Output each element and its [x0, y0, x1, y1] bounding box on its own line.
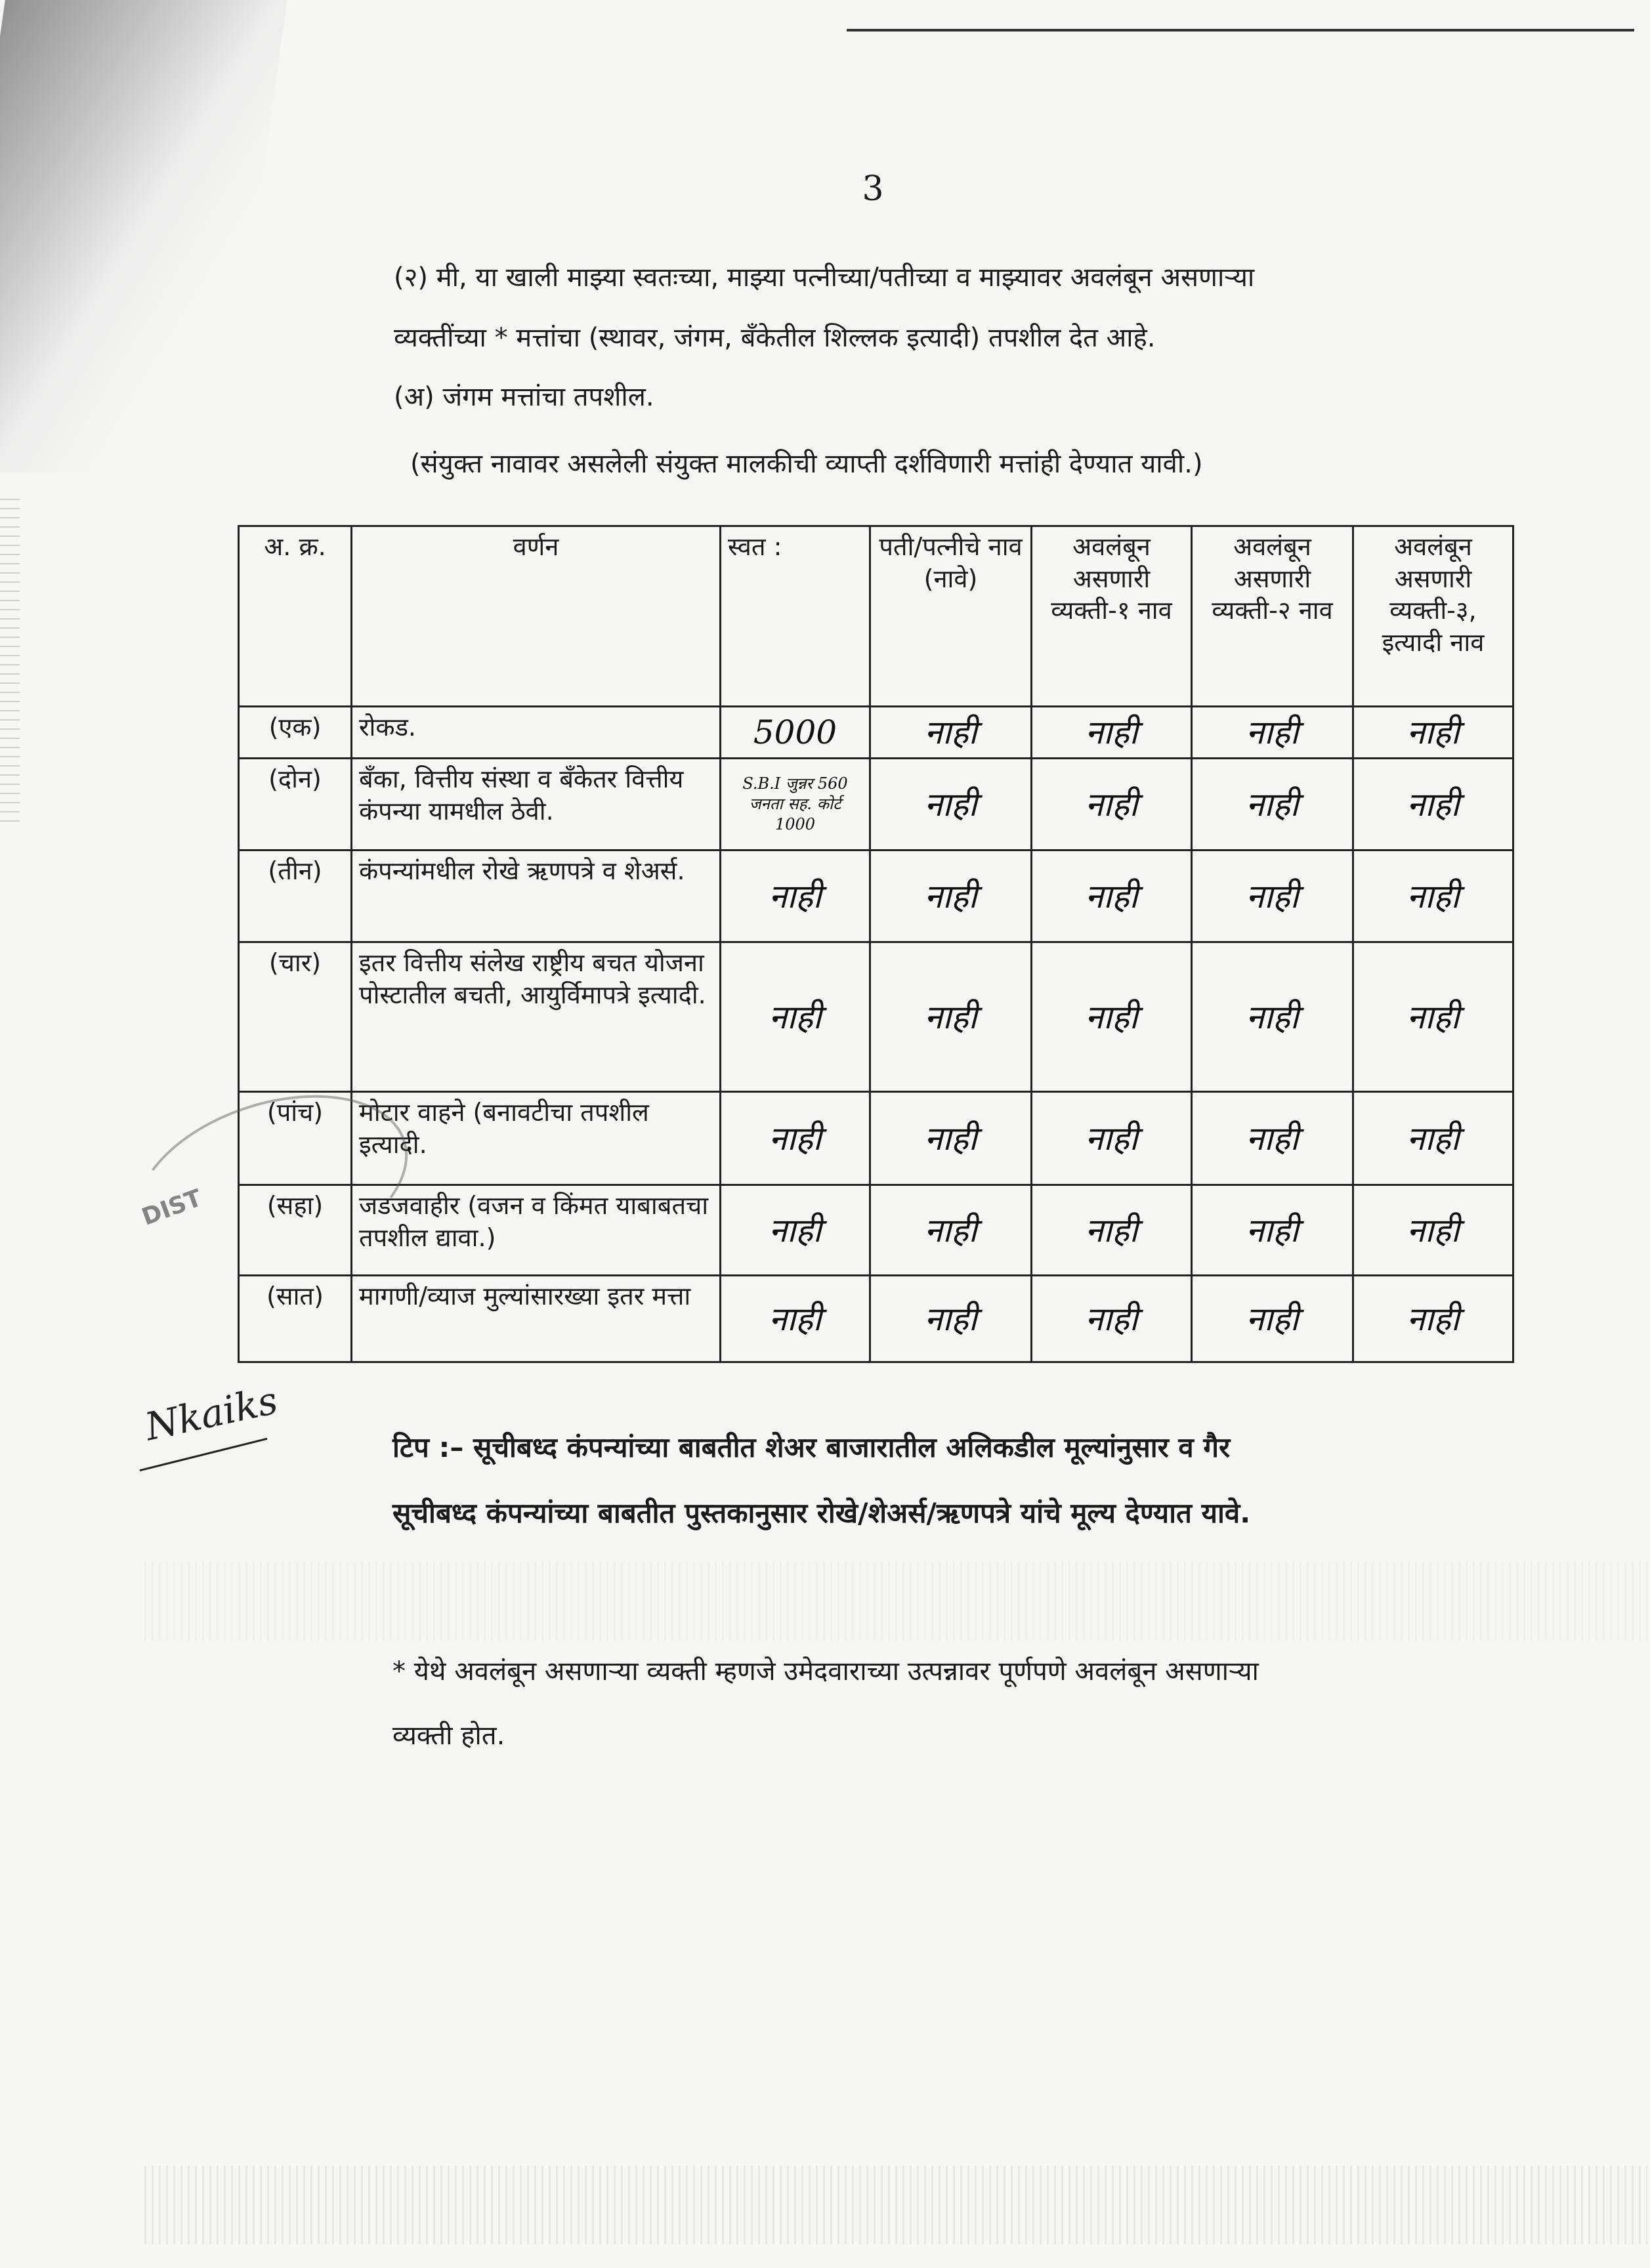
- top-rule: [847, 29, 1634, 32]
- table-row: [239, 759, 1513, 850]
- table-row: [239, 1276, 1513, 1362]
- page-fold-shadow: [0, 0, 291, 472]
- cell-spouse: नाही: [870, 707, 1032, 759]
- cell-dependent-2: नाही: [1192, 1092, 1353, 1185]
- cell-spouse: नाही: [870, 1276, 1032, 1362]
- row-serial: (तीन): [239, 850, 352, 942]
- row-serial: (चार): [239, 942, 352, 1092]
- intro-line-1: (२) मी, या खाली माझ्या स्वतःच्या, माझ्या पत्नीच्या/पतीच्या व माझ्यावर अवलंबून असणाऱ्या: [394, 262, 1255, 293]
- header-self: स्वत :: [721, 526, 870, 707]
- tip-line-1: टिप :– सूचीबध्द कंपन्यांच्या बाबतीत शेअर बाजारातील अलिकडील मूल्यांनुसार व गैर: [392, 1431, 1231, 1463]
- footnote-line-1: * येथे अवलंबून असणाऱ्या व्यक्ती म्हणजे उमेदवाराच्या उत्पन्नावर पूर्णपणे अवलंबून असणाऱ्या: [392, 1656, 1259, 1687]
- header-serial: अ. क्र.: [239, 526, 352, 707]
- header-dependent-1: अवलंबून असणारी व्यक्ती-१ नाव: [1032, 526, 1192, 707]
- cell-dependent-3: नाही: [1353, 1276, 1513, 1362]
- page-number: 3: [862, 169, 884, 209]
- cell-dependent-1: नाही: [1032, 1276, 1192, 1362]
- tip-line-2: सूचीबध्द कंपन्यांच्या बाबतीत पुस्तकानुसार रोखे/शेअर्स/ऋणपत्रे यांचे मूल्य देण्यात यावे.: [392, 1497, 1251, 1529]
- cell-dependent-2: नाही: [1192, 1276, 1353, 1362]
- cell-self: S.B.I जुन्नर 560 जनता सह. कोर्ट 1000: [721, 759, 870, 850]
- cell-spouse: नाही: [870, 1092, 1032, 1185]
- row-description: मोटार वाहने (बनावटीचा तपशील इत्यादी.: [352, 1092, 721, 1185]
- cell-self: 5000: [721, 707, 870, 759]
- intro-line-2: व्यक्तींच्या * मत्तांचा (स्थावर, जंगम, बँकेतील शिल्लक इत्यादी) तपशील देत आहे.: [394, 323, 1156, 353]
- scan-edge-marks: [0, 499, 20, 827]
- cell-spouse: नाही: [870, 1185, 1032, 1276]
- row-serial: (एक): [239, 707, 352, 759]
- row-serial: (सहा): [239, 1185, 352, 1276]
- cell-self: नाही: [721, 850, 870, 942]
- row-description: कंपन्यांमधील रोखे ऋणपत्रे व शेअर्स.: [352, 850, 721, 942]
- row-description: जडजवाहीर (वजन व किंमत याबाबतचा तपशील द्यावा.): [352, 1185, 721, 1276]
- cell-dependent-3: नाही: [1353, 942, 1513, 1092]
- cell-spouse: नाही: [870, 850, 1032, 942]
- header-dependent-2: अवलंबून असणारी व्यक्ती-२ नाव: [1192, 526, 1353, 707]
- movable-assets-table: [238, 525, 1514, 1363]
- header-dependent-3: अवलंबून असणारी व्यक्ती-३, इत्यादी नाव: [1353, 526, 1513, 707]
- table-row: [239, 942, 1513, 1092]
- cell-dependent-2: नाही: [1192, 707, 1353, 759]
- row-description: इतर वित्तीय संलेख राष्ट्रीय बचत योजना पोस्टातील बचती, आयुर्विमापत्रे इत्यादी.: [352, 942, 721, 1092]
- cell-spouse: नाही: [870, 759, 1032, 850]
- cell-dependent-1: नाही: [1032, 942, 1192, 1092]
- footnote-line-2: व्यक्ती होत.: [392, 1721, 505, 1751]
- row-description: रोकड.: [352, 707, 721, 759]
- cell-self: नाही: [721, 942, 870, 1092]
- row-description: बँका, वित्तीय संस्था व बँकेतर वित्तीय कंपन्या यामधील ठेवी.: [352, 759, 721, 850]
- header-spouse: पती/पत्नीचे नाव (नावे): [870, 526, 1032, 707]
- cell-dependent-3: नाही: [1353, 707, 1513, 759]
- table-row: [239, 707, 1513, 759]
- cell-self: नाही: [721, 1092, 870, 1185]
- sub-heading: (अ) जंगम मत्तांचा तपशील.: [394, 382, 654, 412]
- stamp-text: DIST: [138, 1185, 205, 1231]
- cell-self: नाही: [721, 1185, 870, 1276]
- cell-dependent-1: नाही: [1032, 1092, 1192, 1185]
- cell-spouse: नाही: [870, 942, 1032, 1092]
- table-row: [239, 1092, 1513, 1185]
- signature: Nkaiks: [141, 1377, 282, 1450]
- header-description: वर्णन: [352, 526, 721, 707]
- cell-dependent-3: नाही: [1353, 850, 1513, 942]
- row-description: मागणी/व्याज मुल्यांसारख्या इतर मत्ता: [352, 1276, 721, 1362]
- cell-dependent-1: नाही: [1032, 707, 1192, 759]
- cell-dependent-3: नाही: [1353, 759, 1513, 850]
- cell-dependent-2: नाही: [1192, 850, 1353, 942]
- cell-dependent-3: नाही: [1353, 1092, 1513, 1185]
- cell-dependent-1: नाही: [1032, 1185, 1192, 1276]
- table-row: [239, 1185, 1513, 1276]
- cell-dependent-2: नाही: [1192, 759, 1353, 850]
- row-serial: (दोन): [239, 759, 352, 850]
- intro-note: (संयुक्त नावावर असलेली संयुक्त मालकीची व्याप्ती दर्शविणारी मत्तांही देण्यात यावी.): [410, 449, 1203, 479]
- cell-dependent-2: नाही: [1192, 942, 1353, 1092]
- row-serial: (पांच): [239, 1092, 352, 1185]
- table-header-row: [239, 526, 1513, 707]
- cell-dependent-1: नाही: [1032, 759, 1192, 850]
- row-serial: (सात): [239, 1276, 352, 1362]
- cell-dependent-2: नाही: [1192, 1185, 1353, 1276]
- scan-noise: [144, 1562, 1647, 1641]
- scan-noise-bottom: [144, 2166, 1647, 2244]
- cell-dependent-3: नाही: [1353, 1185, 1513, 1276]
- cell-dependent-1: नाही: [1032, 850, 1192, 942]
- cell-self: नाही: [721, 1276, 870, 1362]
- table-row: [239, 850, 1513, 942]
